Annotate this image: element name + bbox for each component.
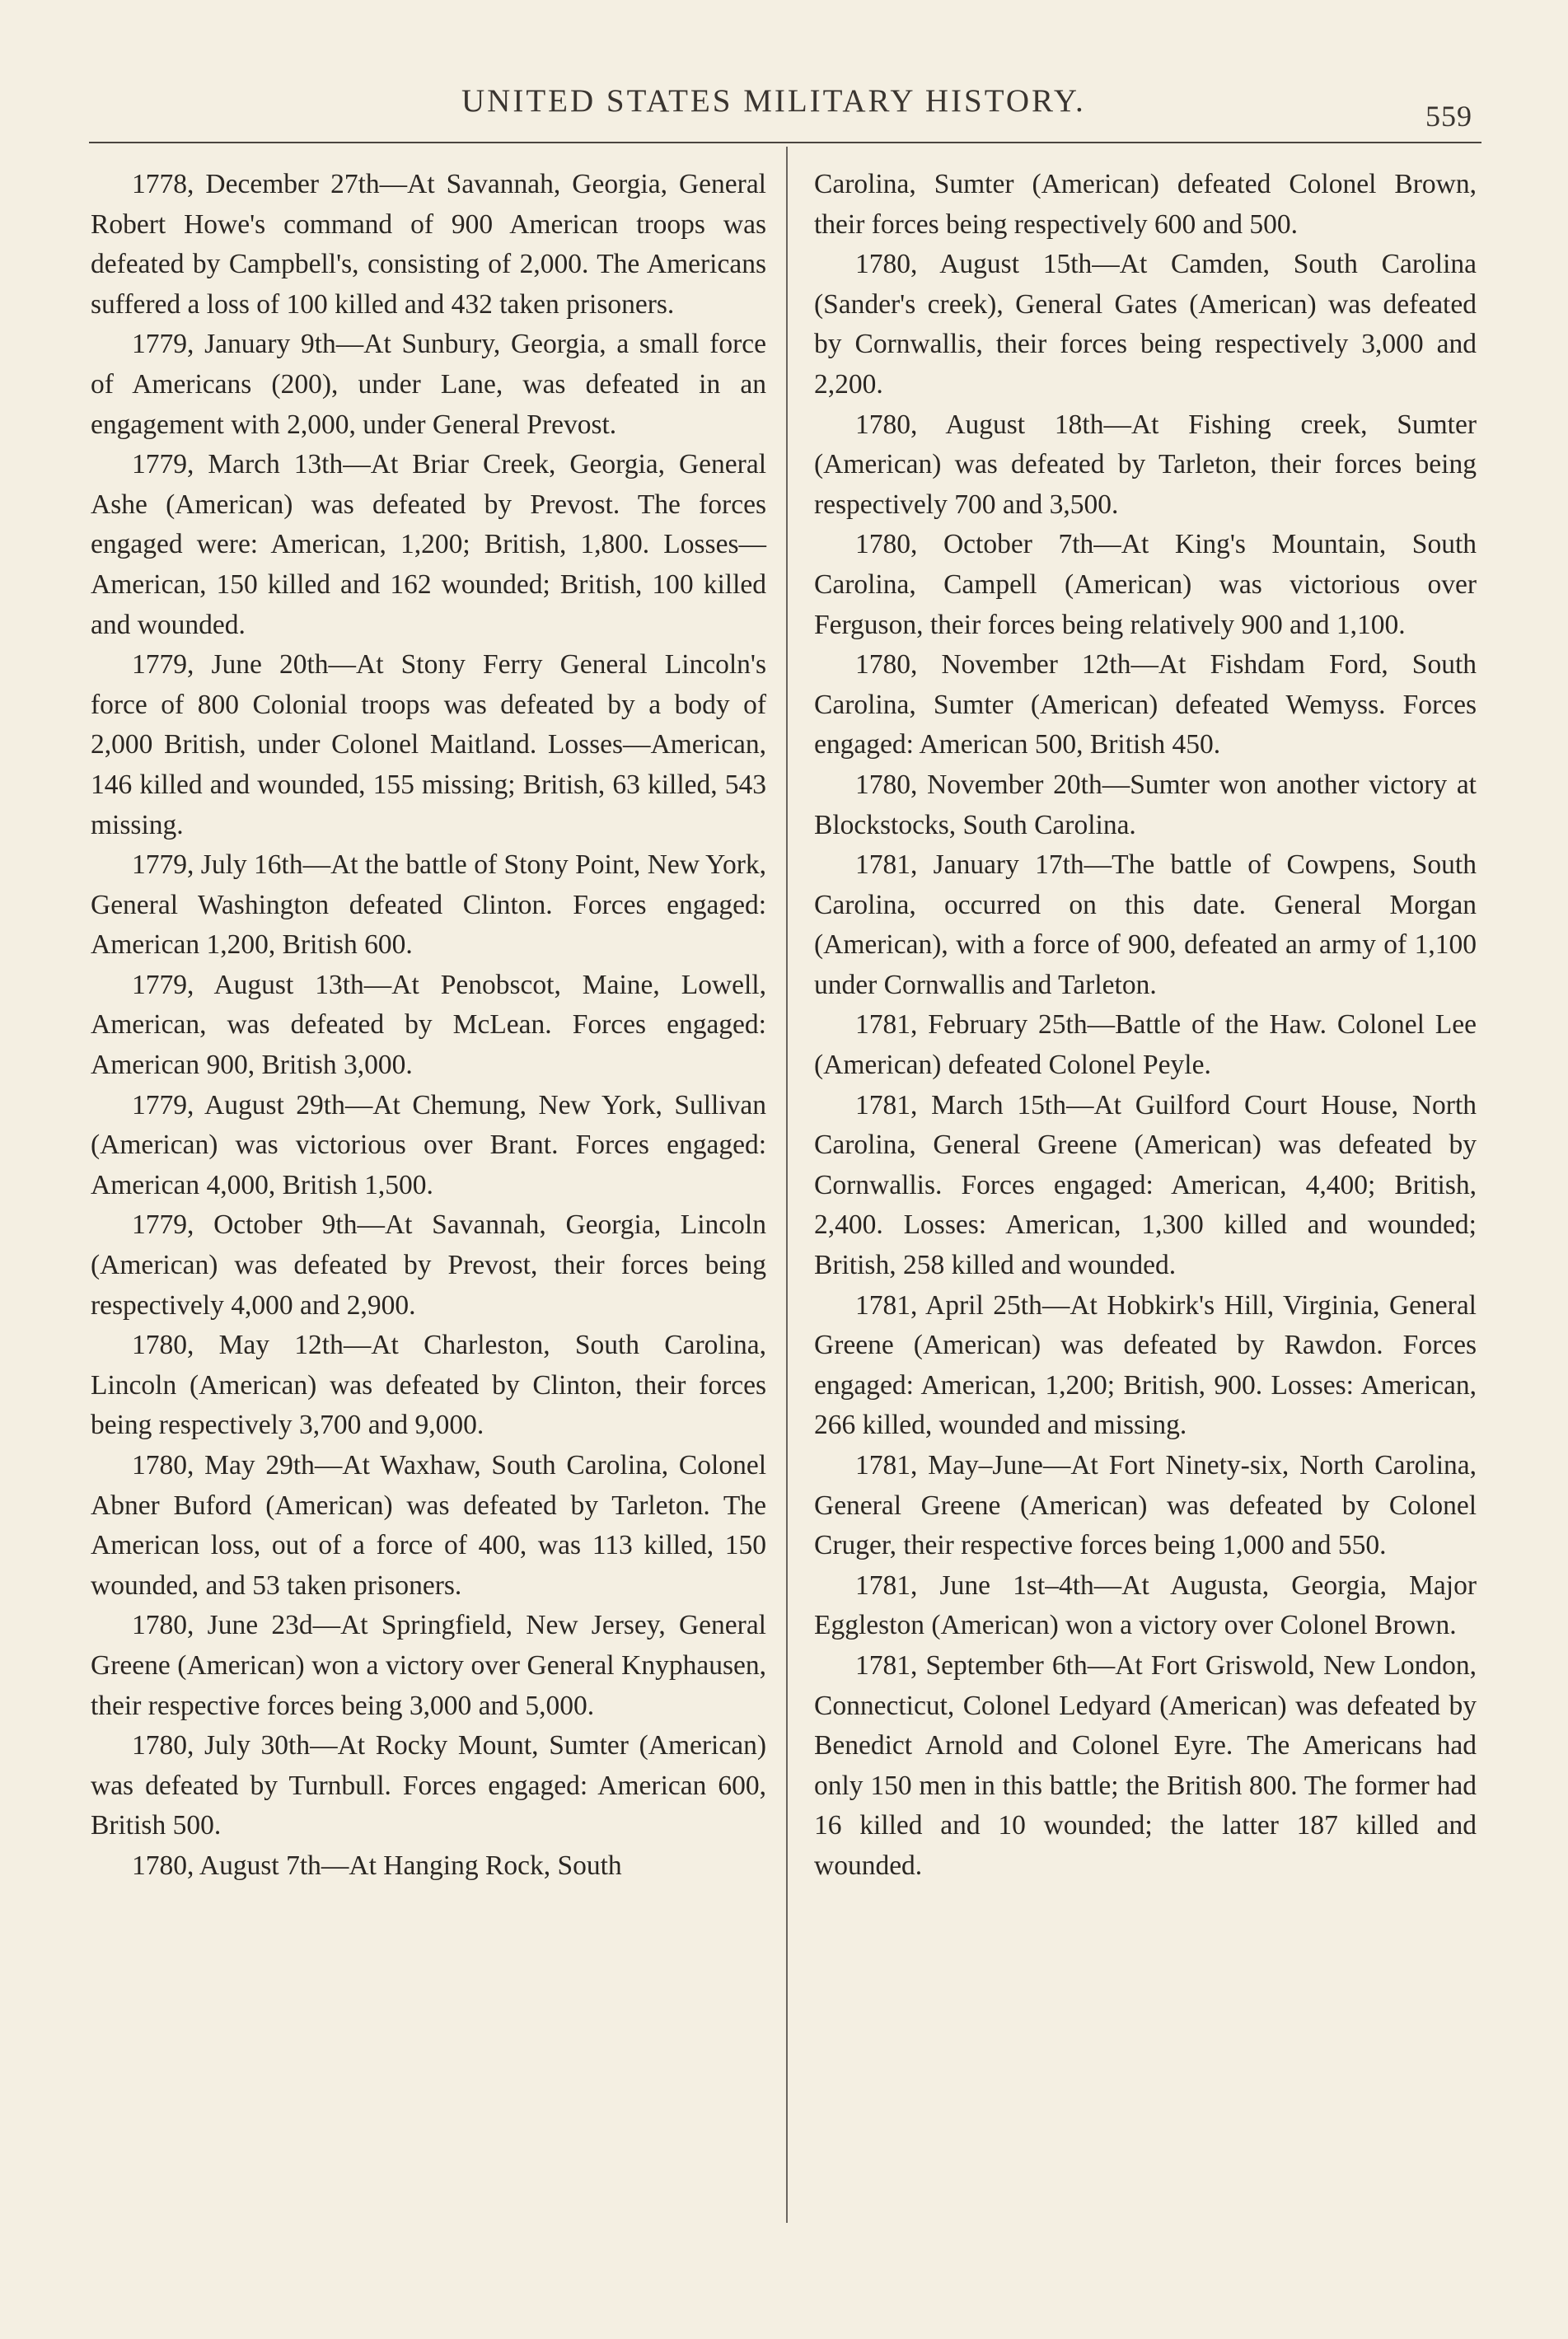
chronology-entry: 1780, June 23d—At Springfield, New Jersey, General Greene (American) won a victory over General Knyphausen, their respective forces being 3,000 and 5,000. <box>91 1610 766 1721</box>
chronology-entry: 1780, October 7th—At King's Mountain, South Carolina, Campell (American) was victorious over Ferguson, their forces being relatively 900 and 1,100. <box>814 529 1477 640</box>
chronology-entry: 1781, September 6th—At Fort Griswold, New London, Connecticut, Colonel Ledyard (American) was defeated by Benedict Arnold and Colonel Eyre. The Americans had only 150 men in this battle; the British 800. The former had 16 killed and 10 wounded; the latter 187 killed and wounded. <box>814 1649 1477 1881</box>
running-title: UNITED STATES MILITARY HISTORY. <box>461 83 1086 119</box>
chronology-entry: 1780, May 29th—At Waxhaw, South Carolina, Colonel Abner Buford (American) was defeated by Tarleton. The American loss, out of a force of 400, was 113 killed, 150 wounded, and 53 taken prisoners. <box>91 1450 766 1601</box>
chronology-entry: 1780, August 18th—At Fishing creek, Sumter (American) was defeated by Tarleton, their forces being respectively 700 and 3,500. <box>814 409 1477 520</box>
chronology-entry: 1780, August 15th—At Camden, South Carolina (Sander's creek), General Gates (American) was defeated by Cornwallis, their forces being respectively 3,000 and 2,200. <box>814 249 1477 400</box>
chronology-entry: 1778, December 27th—At Savannah, Georgia, General Robert Howe's command of 900 American troops was defeated by Campbell's, consisting of 2,000. The Americans suffered a loss of 100 killed and 432 taken prisoners. <box>91 169 766 320</box>
chronology-entry: 1779, August 13th—At Penobscot, Maine, Lowell, American, was defeated by McLean. Forces engaged: American 900, British 3,000. <box>91 969 766 1081</box>
chronology-entry: 1779, June 20th—At Stony Ferry General Lincoln's force of 800 Colonial troops was defeated by a body of 2,000 British, under Colonel Maitland. Losses—American, 146 killed and wounded, 155 missing; British, 63 killed, 543 missing. <box>91 649 766 840</box>
chronology-entry: 1779, August 29th—At Chemung, New York, Sullivan (American) was victorious over Brant. Forces engaged: American 4,000, British 1,500. <box>91 1089 766 1200</box>
left-column <box>91 165 766 1887</box>
chronology-entry: 1780, July 30th—At Rocky Mount, Sumter (American) was defeated by Turnbull. Forces engaged: American 600, British 500. <box>91 1730 766 1841</box>
page-number: 559 <box>1425 100 1472 133</box>
chronology-entry: 1780, May 12th—At Charleston, South Carolina, Lincoln (American) was defeated by Clinton, their forces being respectively 3,700 and 9,000. <box>91 1330 766 1441</box>
chronology-entry: 1780, November 12th—At Fishdam Ford, South Carolina, Sumter (American) defeated Wemyss. Forces engaged: American 500, British 450. <box>814 649 1477 760</box>
chronology-entry: 1781, February 25th—Battle of the Haw. Colonel Lee (American) defeated Colonel Peyle. <box>814 1009 1477 1081</box>
chronology-entry: 1780, November 20th—Sumter won another victory at Blockstocks, South Carolina. <box>814 769 1477 840</box>
chronology-entry: 1779, July 16th—At the battle of Stony Point, New York, General Washington defeated Clinton. Forces engaged: American 1,200, British 600. <box>91 849 766 961</box>
chronology-entry: 1781, March 15th—At Guilford Court House, North Carolina, General Greene (American) was defeated by Cornwallis. Forces engaged: American, 4,400; British, 2,400. Losses: American, 1,300 killed and wounded; British, 258 killed and wounded. <box>814 1089 1477 1281</box>
chronology-entry: 1779, March 13th—At Briar Creek, Georgia, General Ashe (American) was defeated by Prevost. The forces engaged were: American, 1,200; British, 1,800. Losses—American, 150 killed and 162 wounded; British, 100 killed and wounded. <box>91 449 766 640</box>
chronology-entry: 1781, January 17th—The battle of Cowpens, South Carolina, occurred on this date. General Morgan (American), with a force of 900, defeated an army of 1,100 under Cornwallis and Tarleton. <box>814 849 1477 1000</box>
header-rule <box>89 142 1481 143</box>
right-column <box>814 165 1477 1887</box>
chronology-entry-continued: Carolina, Sumter (American) defeated Colonel Brown, their forces being respectively 600 and 500. <box>814 169 1477 240</box>
chronology-entry: 1779, January 9th—At Sunbury, Georgia, a small force of Americans (200), under Lane, was defeated in an engagement with 2,000, under General Prevost. <box>91 329 766 440</box>
column-divider <box>786 147 788 2223</box>
chronology-entry: 1779, October 9th—At Savannah, Georgia, Lincoln (American) was defeated by Prevost, their forces being respectively 4,000 and 2,900. <box>91 1209 766 1321</box>
chronology-entry: 1781, June 1st–4th—At Augusta, Georgia, Major Eggleston (American) won a victory over Colonel Brown. <box>814 1569 1477 1641</box>
chronology-entry: 1781, May–June—At Fort Ninety-six, North Carolina, General Greene (American) was defeated by Colonel Cruger, their respective forces being 1,000 and 550. <box>814 1450 1477 1561</box>
chronology-entry: 1780, August 7th—At Hanging Rock, South <box>132 1850 622 1881</box>
chronology-entry: 1781, April 25th—At Hobkirk's Hill, Virginia, General Greene (American) was defeated by Rawdon. Forces engaged: American, 1,200; British, 900. Losses: American, 266 killed, wounded and missing. <box>814 1289 1477 1441</box>
